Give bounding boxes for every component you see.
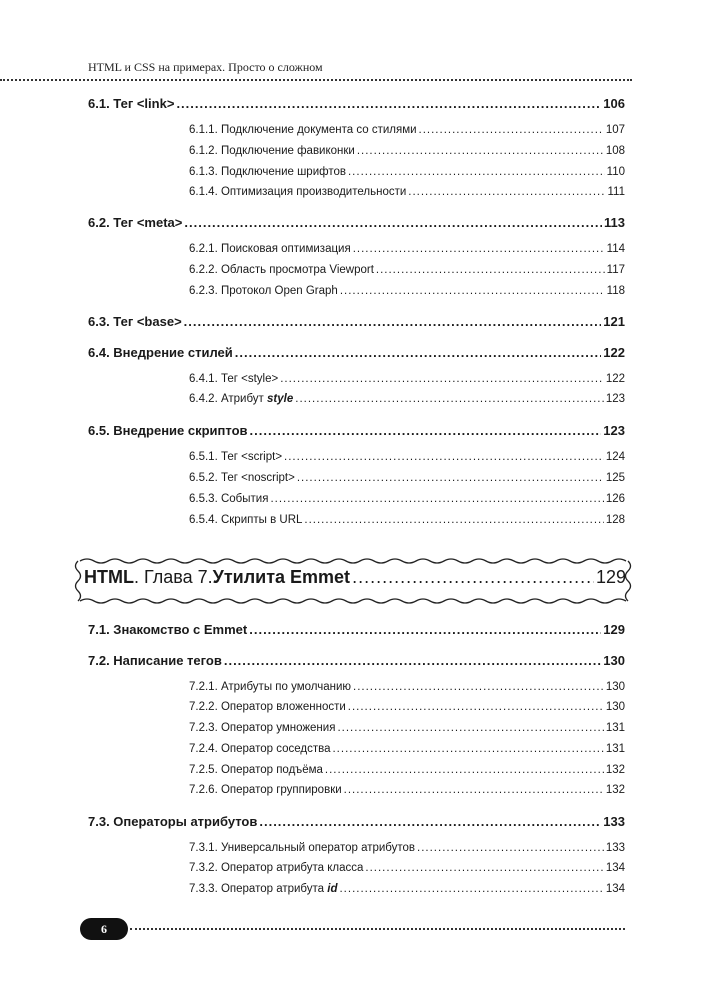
toc-subsection[interactable]: 6.1.1. Подключение документа со стилями ..... 107 bbox=[189, 124, 625, 136]
toc-subsection[interactable]: 6.2.2. Область просмотра Viewport ..... 117 bbox=[189, 264, 625, 276]
toc-subsection[interactable]: 6.1.4. Оптимизация производительности ..... 111 bbox=[189, 186, 625, 198]
toc-subsection[interactable]: 7.3.2. Оператор атрибута класса ..... 134 bbox=[189, 862, 625, 874]
toc-subsection[interactable]: 6.1.2. Подключение фавиконки ..... 108 bbox=[189, 145, 625, 157]
toc-subsection[interactable]: 6.5.4. Скрипты в URL ..... 128 bbox=[189, 514, 625, 526]
toc-section-6-5[interactable]: 6.5. Внедрение скриптов ..... 123 bbox=[88, 423, 625, 438]
toc-subsection[interactable]: 6.5.2. Тег <noscript> ..... 125 bbox=[189, 472, 625, 484]
toc-subsection[interactable]: 6.2.1. Поисковая оптимизация ..... 114 bbox=[189, 243, 625, 255]
toc-subsection[interactable]: 6.2.3. Протокол Open Graph ..... 118 bbox=[189, 285, 625, 297]
toc-subsection[interactable]: 7.2.1. Атрибуты по умолчанию ..... 130 bbox=[189, 681, 625, 693]
toc-subsection[interactable]: 6.1.3. Подключение шрифтов ..... 110 bbox=[189, 166, 625, 178]
toc-subsection[interactable]: 6.4.2. Атрибут style ..... 123 bbox=[189, 393, 625, 405]
toc-subsection[interactable]: 6.5.3. События ..... 126 bbox=[189, 493, 625, 505]
toc-section-7-2[interactable]: 7.2. Написание тегов ..... 130 bbox=[88, 653, 625, 668]
toc-subsection[interactable]: 6.4.1. Тег <style> ..... 122 bbox=[189, 373, 625, 385]
toc-subsection[interactable]: 7.3.3. Оператор атрибута id ..... 134 bbox=[189, 883, 625, 895]
toc-subsection[interactable]: 7.2.3. Оператор умножения ..... 131 bbox=[189, 722, 625, 734]
toc-subsection[interactable]: 7.2.6. Оператор группировки ..... 132 bbox=[189, 784, 625, 796]
toc-subsection[interactable]: 7.3.1. Универсальный оператор атрибутов ..... 133 bbox=[189, 842, 625, 854]
running-header: HTML и CSS на примерах. Просто о сложном bbox=[88, 60, 323, 74]
toc-section-6-4[interactable]: 6.4. Внедрение стилей ..... 122 bbox=[88, 345, 625, 360]
toc-section-7-1[interactable]: 7.1. Знакомство с Emmet ..... 129 bbox=[88, 622, 625, 637]
toc-subsection[interactable]: 6.5.1. Тег <script> ..... 124 bbox=[189, 451, 625, 463]
toc-section-6-2[interactable]: 6.2. Тег <meta> ..... 113 bbox=[88, 215, 625, 230]
toc-subsection[interactable]: 7.2.5. Оператор подъёма ..... 132 bbox=[189, 764, 625, 776]
toc-subsection[interactable]: 7.2.4. Оператор соседства ..... 131 bbox=[189, 743, 625, 755]
toc-section-6-3[interactable]: 6.3. Тег <base> ..... 121 bbox=[88, 314, 625, 329]
footer-dotted-rule bbox=[130, 928, 625, 930]
header-dotted-rule bbox=[0, 79, 632, 81]
toc-section-6-1[interactable]: 6.1. Тег <link> ..... 106 bbox=[88, 96, 625, 111]
toc-subsection[interactable]: 7.2.2. Оператор вложенности ..... 130 bbox=[189, 701, 625, 713]
page-number-badge: 6 bbox=[80, 918, 128, 940]
chapter-7-heading[interactable]: HTML . Глава 7. Утилита Emmet ..... 129 bbox=[84, 567, 626, 588]
toc-section-7-3[interactable]: 7.3. Операторы атрибутов ..... 133 bbox=[88, 814, 625, 829]
